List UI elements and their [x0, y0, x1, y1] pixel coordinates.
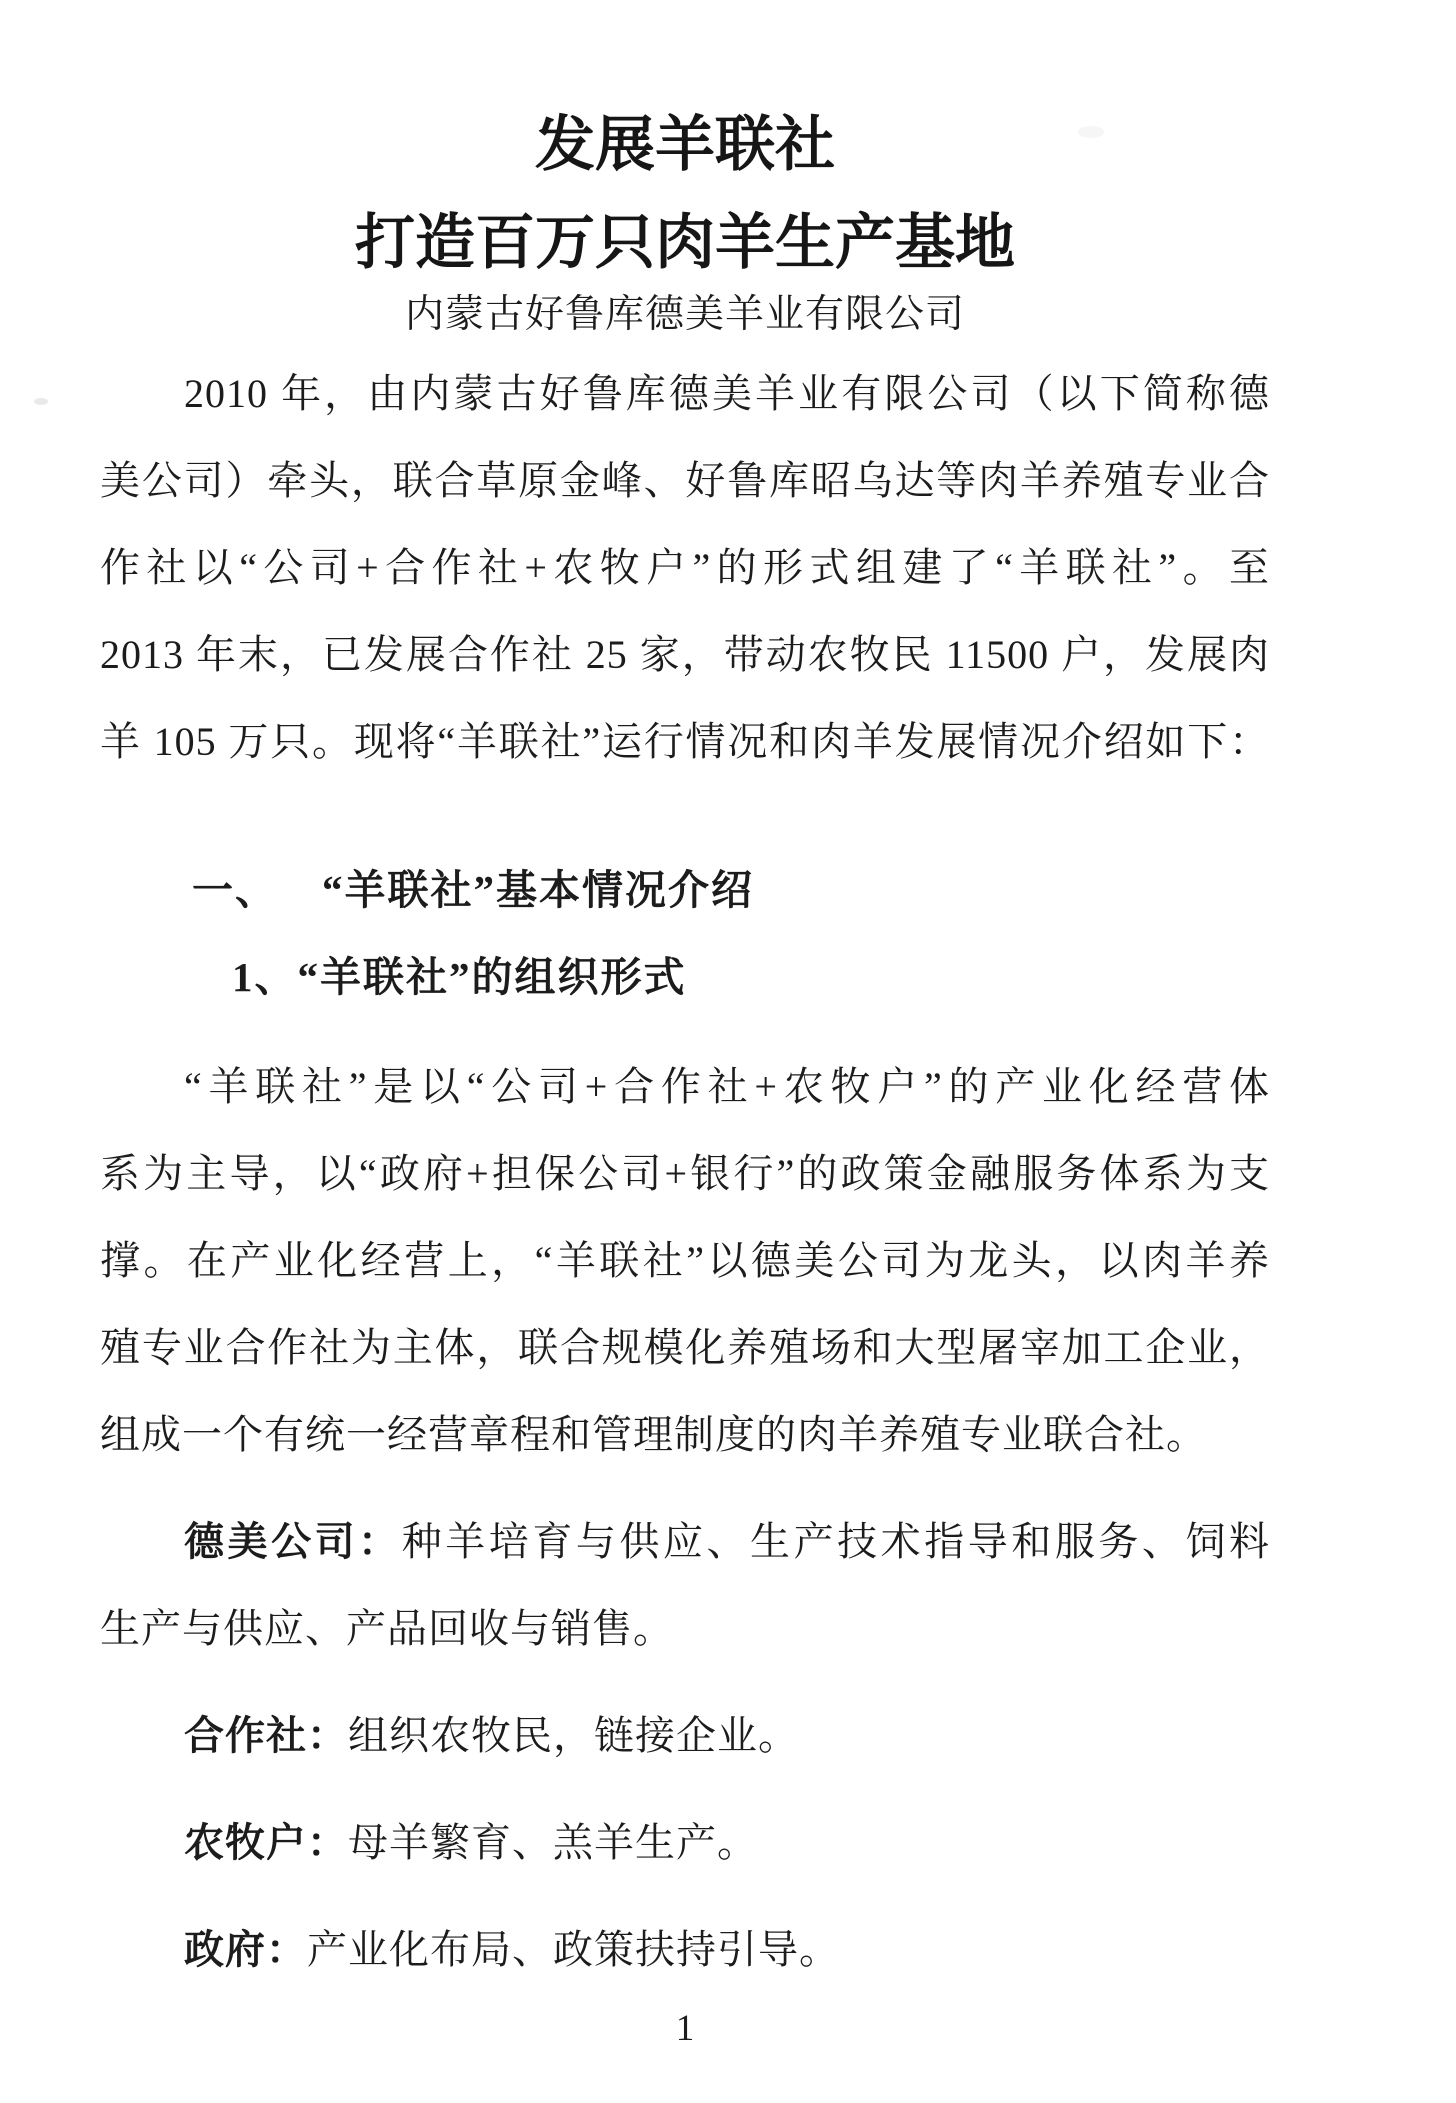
- text-line: 羊 105 万只。现将“羊联社”运行情况和肉羊发展情况介绍如下：: [100, 719, 1270, 764]
- role-description: 母羊繁育、羔羊生产。: [348, 1820, 758, 1865]
- paragraph-government: [100, 1906, 1270, 1993]
- subsection-heading-1: [100, 934, 1270, 1021]
- section-number: 一、: [192, 867, 278, 913]
- role-label-cooperative: 合作社：: [184, 1713, 348, 1758]
- text-line: [100, 1498, 1270, 1585]
- text-line: [100, 1906, 1270, 1993]
- paragraph-herdsmen: [100, 1799, 1270, 1886]
- paragraph-organization-form: [100, 1043, 1270, 1478]
- role-description: 种羊培育与供应、生产技术指导和服务、饲料: [401, 1519, 1271, 1564]
- paragraph-cooperative: [100, 1692, 1270, 1779]
- subsection-title: 1、“羊联社”的组织形式: [232, 954, 687, 1000]
- text-line: 作社以“公司+合作社+农牧户”的形式组建了“羊联社”。至: [100, 545, 1270, 590]
- document-author-organization: 内蒙古好鲁库德美羊业有限公司: [404, 293, 965, 336]
- text-line: 2013 年末，已发展合作社 25 家，带动农牧民 11500 户，发展肉: [100, 632, 1270, 677]
- document-title-line1: 发展羊联社: [535, 112, 835, 178]
- text-line: 美公司）牵头，联合草原金峰、好鲁库昭乌达等肉羊养殖专业合: [100, 458, 1270, 503]
- document-content: [100, 0, 1270, 2059]
- text-line: 2010 年，由内蒙古好鲁库德美羊业有限公司（以下简称德: [184, 371, 1270, 416]
- paragraph-intro: [100, 350, 1270, 785]
- role-label-demei: 德美公司：: [184, 1519, 402, 1564]
- page-number: 1: [675, 2008, 695, 2049]
- text-line: [100, 1799, 1270, 1886]
- document-title-line2: 打造百万只肉羊生产基地: [355, 210, 1015, 276]
- text-line: 撑。在产业化经营上，“羊联社”以德美公司为龙头，以肉羊养: [100, 1238, 1270, 1283]
- text-line: 殖专业合作社为主体，联合规模化养殖场和大型屠宰加工企业，: [100, 1325, 1270, 1370]
- paragraph-demei-company: [100, 1498, 1270, 1672]
- section-title: “羊联社”基本情况介绍: [322, 867, 754, 913]
- text-line: 组成一个有统一经营章程和管理制度的肉羊养殖专业联合社。: [100, 1412, 1207, 1457]
- text-line: 生产与供应、产品回收与销售。: [100, 1606, 674, 1651]
- section-heading-1: [100, 847, 1270, 934]
- text-line: [100, 1692, 1270, 1779]
- role-label-herdsmen: 农牧户：: [184, 1820, 348, 1865]
- role-description: 组织农牧民，链接企业。: [348, 1713, 799, 1758]
- role-label-government: 政府：: [184, 1927, 307, 1972]
- role-description: 产业化布局、政策扶持引导。: [307, 1927, 840, 1972]
- text-line: 系为主导，以“政府+担保公司+银行”的政策金融服务体系为支: [100, 1151, 1270, 1196]
- text-line: “羊联社”是以“公司+合作社+农牧户”的产业化经营体: [184, 1064, 1270, 1109]
- scan-speck: [34, 398, 48, 405]
